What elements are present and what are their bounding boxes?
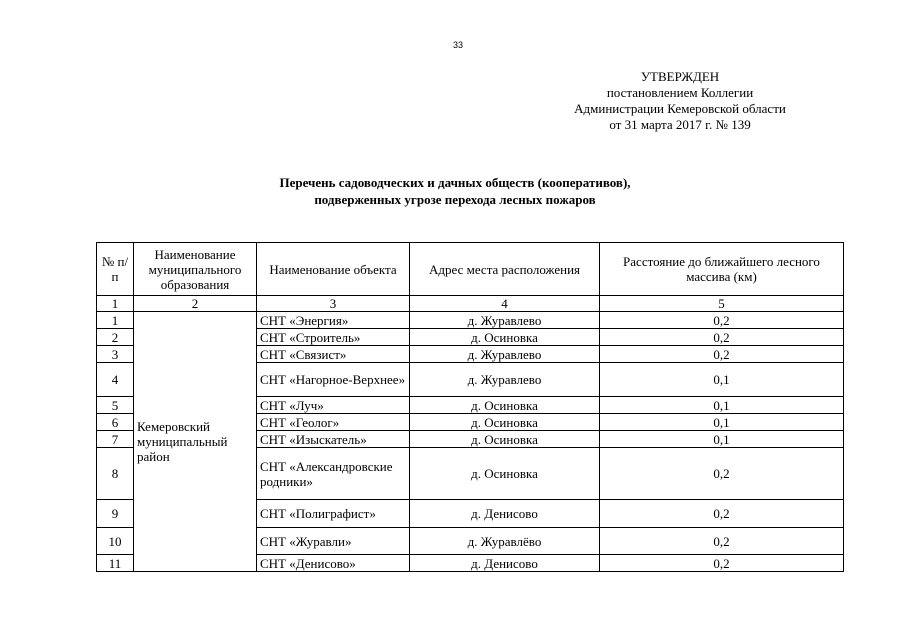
row-num: 10 — [97, 528, 134, 555]
header-num: № п/п — [97, 243, 134, 296]
header-municipality: Наименование муниципального образования — [134, 243, 257, 296]
row-num: 3 — [97, 346, 134, 363]
object-distance: 0,1 — [600, 363, 844, 397]
object-address: д. Осиновка — [410, 329, 600, 346]
object-name: СНТ «Александровские родники» — [257, 448, 410, 500]
document-title — [160, 174, 750, 208]
approval-line-4: от 31 марта 2017 г. № 139 — [609, 117, 751, 132]
header-object: Наименование объекта — [257, 243, 410, 296]
snt-table — [96, 242, 844, 572]
object-address: д. Осиновка — [410, 431, 600, 448]
column-number: 3 — [257, 296, 410, 312]
object-address: д. Осиновка — [410, 414, 600, 431]
object-distance: 0,1 — [600, 431, 844, 448]
object-distance: 0,2 — [600, 448, 844, 500]
approval-stamp — [545, 69, 815, 133]
column-number: 4 — [410, 296, 600, 312]
column-number: 2 — [134, 296, 257, 312]
municipality-cell: Кемеровский муниципальный район — [134, 312, 257, 572]
object-address: д. Журавлево — [410, 312, 600, 329]
object-name: СНТ «Журавли» — [257, 528, 410, 555]
object-name: СНТ «Денисово» — [257, 555, 410, 572]
header-distance: Расстояние до ближайшего лесного массива (км) — [600, 243, 844, 296]
row-num: 1 — [97, 312, 134, 329]
object-distance: 0,2 — [600, 500, 844, 528]
row-num: 9 — [97, 500, 134, 528]
row-num: 6 — [97, 414, 134, 431]
object-name: СНТ «Полиграфист» — [257, 500, 410, 528]
column-number: 1 — [97, 296, 134, 312]
title-line-2: подверженных угрозе перехода лесных пожаров — [314, 192, 596, 207]
title-line-1: Перечень садоводческих и дачных обществ (кооперативов), — [279, 175, 631, 190]
row-num: 5 — [97, 397, 134, 414]
object-address: д. Журавлёво — [410, 528, 600, 555]
row-num: 2 — [97, 329, 134, 346]
object-address: д. Денисово — [410, 555, 600, 572]
row-num: 4 — [97, 363, 134, 397]
object-name: СНТ «Нагорное-Верхнее» — [257, 363, 410, 397]
object-distance: 0,1 — [600, 397, 844, 414]
object-name: СНТ «Энергия» — [257, 312, 410, 329]
object-distance: 0,2 — [600, 528, 844, 555]
header-address: Адрес места расположения — [410, 243, 600, 296]
object-distance: 0,2 — [600, 329, 844, 346]
object-address: д. Журавлево — [410, 363, 600, 397]
approval-line-1: УТВЕРЖДЕН — [640, 69, 720, 84]
object-distance: 0,2 — [600, 312, 844, 329]
object-address: д. Осиновка — [410, 397, 600, 414]
column-number-row — [97, 296, 844, 312]
row-num: 7 — [97, 431, 134, 448]
object-name: СНТ «Луч» — [257, 397, 410, 414]
column-number: 5 — [600, 296, 844, 312]
object-name: СНТ «Изыскатель» — [257, 431, 410, 448]
object-address: д. Журавлево — [410, 346, 600, 363]
approval-line-2: постановлением Коллегии — [606, 85, 754, 100]
row-num: 8 — [97, 448, 134, 500]
page-number: 33 — [452, 40, 463, 50]
approval-line-3: Администрации Кемеровской области — [574, 101, 786, 116]
object-distance: 0,2 — [600, 555, 844, 572]
header-row — [97, 243, 844, 296]
object-name: СНТ «Связист» — [257, 346, 410, 363]
object-distance: 0,2 — [600, 346, 844, 363]
object-name: СНТ «Геолог» — [257, 414, 410, 431]
object-address: д. Денисово — [410, 500, 600, 528]
object-distance: 0,1 — [600, 414, 844, 431]
object-address: д. Осиновка — [410, 448, 600, 500]
table-row — [97, 312, 844, 329]
row-num: 11 — [97, 555, 134, 572]
object-name: СНТ «Строитель» — [257, 329, 410, 346]
